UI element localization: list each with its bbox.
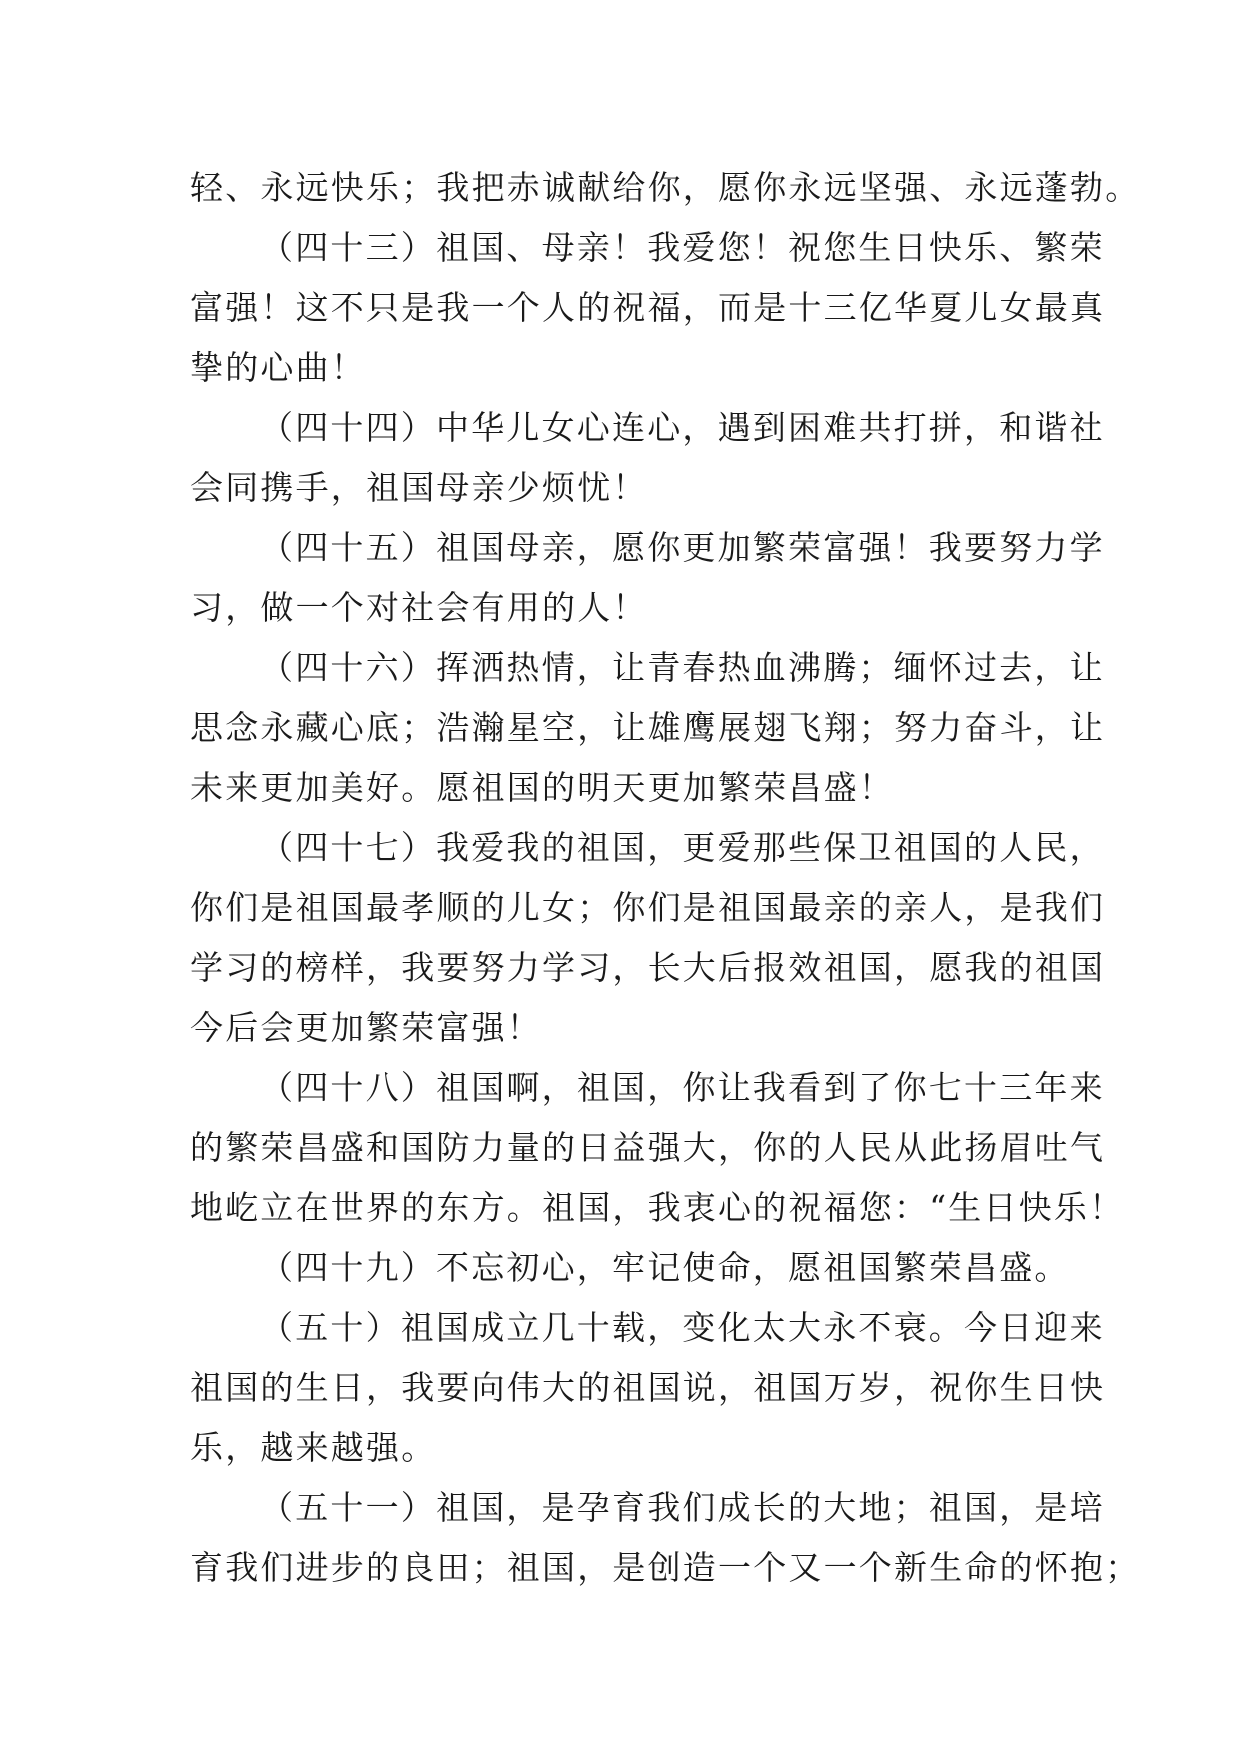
text-line: 习，做一个对社会有用的人！ <box>190 588 648 627</box>
text-line: （四十九）不忘初心，牢记使命，愿祖国繁荣昌盛。 <box>260 1248 1070 1287</box>
text-line: 学习的榜样，我要努力学习，长大后报效祖国，愿我的祖国 <box>190 948 1106 987</box>
text-line: （四十四）中华儿女心连心，遇到困难共打拼，和谐社 <box>260 408 1105 447</box>
document-body <box>190 158 1141 1598</box>
text-line: 未来更加美好。愿祖国的明天更加繁荣昌盛！ <box>190 768 894 807</box>
text-line: （五十）祖国成立几十载，变化太大永不衰。今日迎来 <box>260 1308 1105 1347</box>
text-line: 思念永藏心底；浩瀚星空，让雄鹰展翅飞翔；努力奋斗，让 <box>190 708 1106 747</box>
text-line: 育我们进步的良田；祖国，是创造一个又一个新生命的怀抱； <box>190 1548 1141 1587</box>
text-line: （四十六）挥洒热情，让青春热血沸腾；缅怀过去，让 <box>260 648 1105 687</box>
text-line: （五十一）祖国，是孕育我们成长的大地；祖国，是培 <box>260 1488 1105 1527</box>
text-line: （四十五）祖国母亲，愿你更加繁荣富强！我要努力学 <box>260 528 1105 567</box>
text-line: 祖国的生日，我要向伟大的祖国说，祖国万岁，祝你生日快 <box>190 1368 1106 1407</box>
text-line: 你们是祖国最孝顺的儿女；你们是祖国最亲的亲人，是我们 <box>190 888 1106 927</box>
text-line: （四十七）我爱我的祖国，更爱那些保卫祖国的人民， <box>260 828 1105 867</box>
text-line: 轻、永远快乐；我把赤诚献给你，愿你永远坚强、永远蓬勃。 <box>190 168 1141 207</box>
text-line: 富强！这不只是我一个人的祝福，而是十三亿华夏儿女最真 <box>190 288 1106 327</box>
text-line: 的繁荣昌盛和国防力量的日益强大，你的人民从此扬眉吐气 <box>190 1128 1106 1167</box>
text-line: 挚的心曲！ <box>190 348 366 387</box>
text-line: 今后会更加繁荣富强！ <box>190 1008 542 1047</box>
text-line: 地屹立在世界的东方。祖国，我衷心的祝福您：“生日快乐！ <box>190 1188 1125 1227</box>
text-line: （四十八）祖国啊，祖国，你让我看到了你七十三年来 <box>260 1068 1105 1107</box>
text-line: （四十三）祖国、母亲！我爱您！祝您生日快乐、繁荣 <box>260 228 1105 267</box>
text-line: 会同携手，祖国母亲少烦忧！ <box>190 468 648 507</box>
text-line: 乐，越来越强。 <box>190 1428 437 1467</box>
